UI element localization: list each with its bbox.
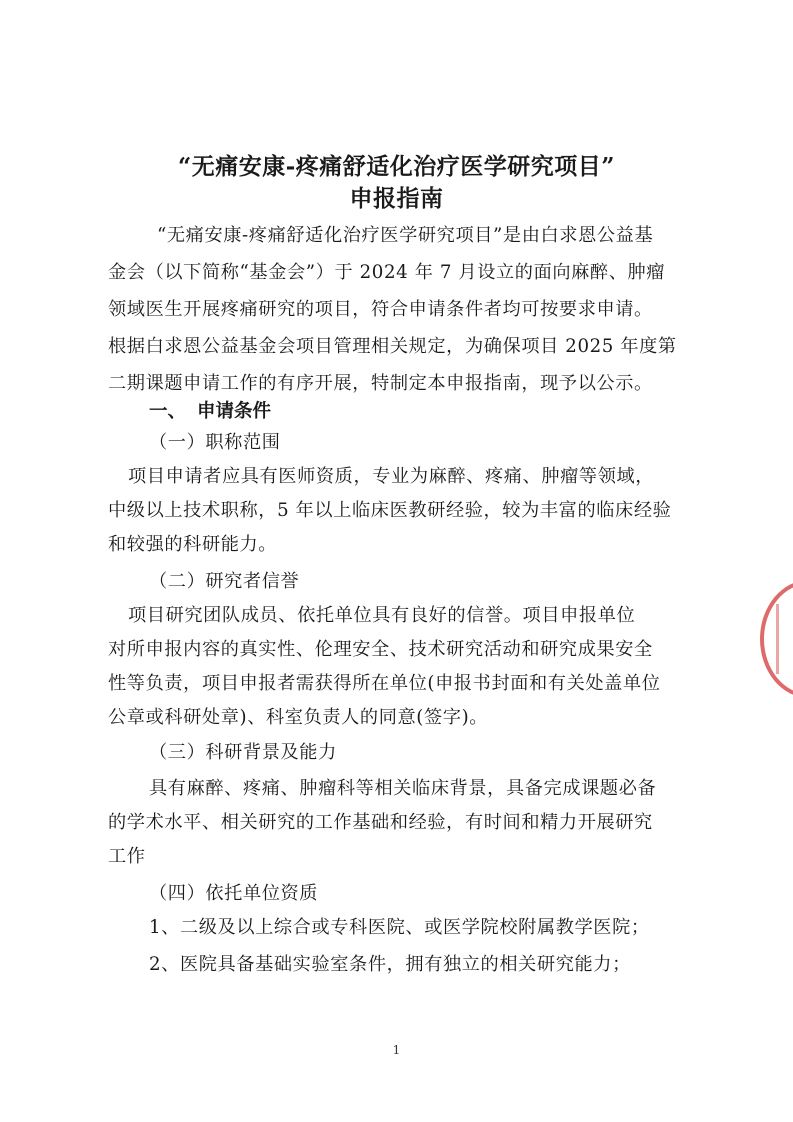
sub2-line-3: 性等负责，项目申报者需获得所在单位(申报书封面和有关处盖单位 <box>108 673 661 694</box>
sub3-line-2: 的学术水平、相关研究的工作基础和经验，有时间和精力开展研究 <box>108 812 653 833</box>
intro-line-1: “无痛安康-疼痛舒适化治疗医学研究项目”是由白求恩公益基 <box>157 225 654 246</box>
sub1-line-3: 和较强的科研能力。 <box>108 534 278 555</box>
sub2-line-1: 项目研究团队成员、依托单位具有良好的信誉。项目申报单位 <box>128 605 636 626</box>
sub1-line-2: 中级以上技术职称，5 年以上临床医教研经验，较为丰富的临床经验 <box>108 500 672 521</box>
section-heading <box>149 400 271 424</box>
intro-line-5: 二期课题申请工作的有序开展，特制定本申报指南，现予以公示。 <box>108 373 653 394</box>
seal-inner-mark <box>776 604 793 674</box>
subsection-heading-4: （四）依托单位资质 <box>149 883 319 904</box>
intro-line-3: 领域医生开展疼痛研究的项目，符合申请条件者均可按要求申请。 <box>108 299 653 320</box>
intro-line-2: 金会（以下简称“基金会”）于 2024 年 7 月设立的面向麻醉、肿瘤 <box>108 262 666 283</box>
document-title-line2: 申报指南 <box>349 185 444 212</box>
sub4-line-2: 2、医院具备基础实验室条件，拥有独立的相关研究能力； <box>149 954 631 975</box>
sub2-line-4: 公章或科研处章)、科室负责人的同意(签字)。 <box>108 707 489 728</box>
section-title: 申请条件 <box>197 401 272 422</box>
page-number: 1 <box>392 1043 401 1057</box>
official-seal-fragment <box>760 580 793 698</box>
subsection-heading-2: （二）研究者信誉 <box>149 571 300 592</box>
sub2-line-2: 对所申报内容的真实性、伦理安全、技术研究活动和研究成果安全 <box>108 639 653 660</box>
sub3-line-1: 具有麻醉、疼痛、肿瘤科等相关临床背景，具备完成课题必备 <box>149 778 657 799</box>
sub3-line-3: 工作 <box>108 846 146 867</box>
sub4-line-1: 1、二级及以上综合或专科医院、或医学院校附属教学医院； <box>149 917 650 938</box>
intro-line-4: 根据白求恩公益基金会项目管理相关规定，为确保项目 2025 年度第 <box>108 336 677 357</box>
document-title-line1: “无痛安康-疼痛舒适化治疗医学研究项目” <box>177 153 615 180</box>
subsection-heading-3: （三）科研背景及能力 <box>149 742 337 763</box>
sub1-line-1: 项目申请者应具有医师资质，专业为麻醉、疼痛、肿瘤等领域， <box>128 466 655 487</box>
subsection-heading-1: （一）职称范围 <box>149 432 281 453</box>
section-number: 一、 <box>149 401 187 422</box>
